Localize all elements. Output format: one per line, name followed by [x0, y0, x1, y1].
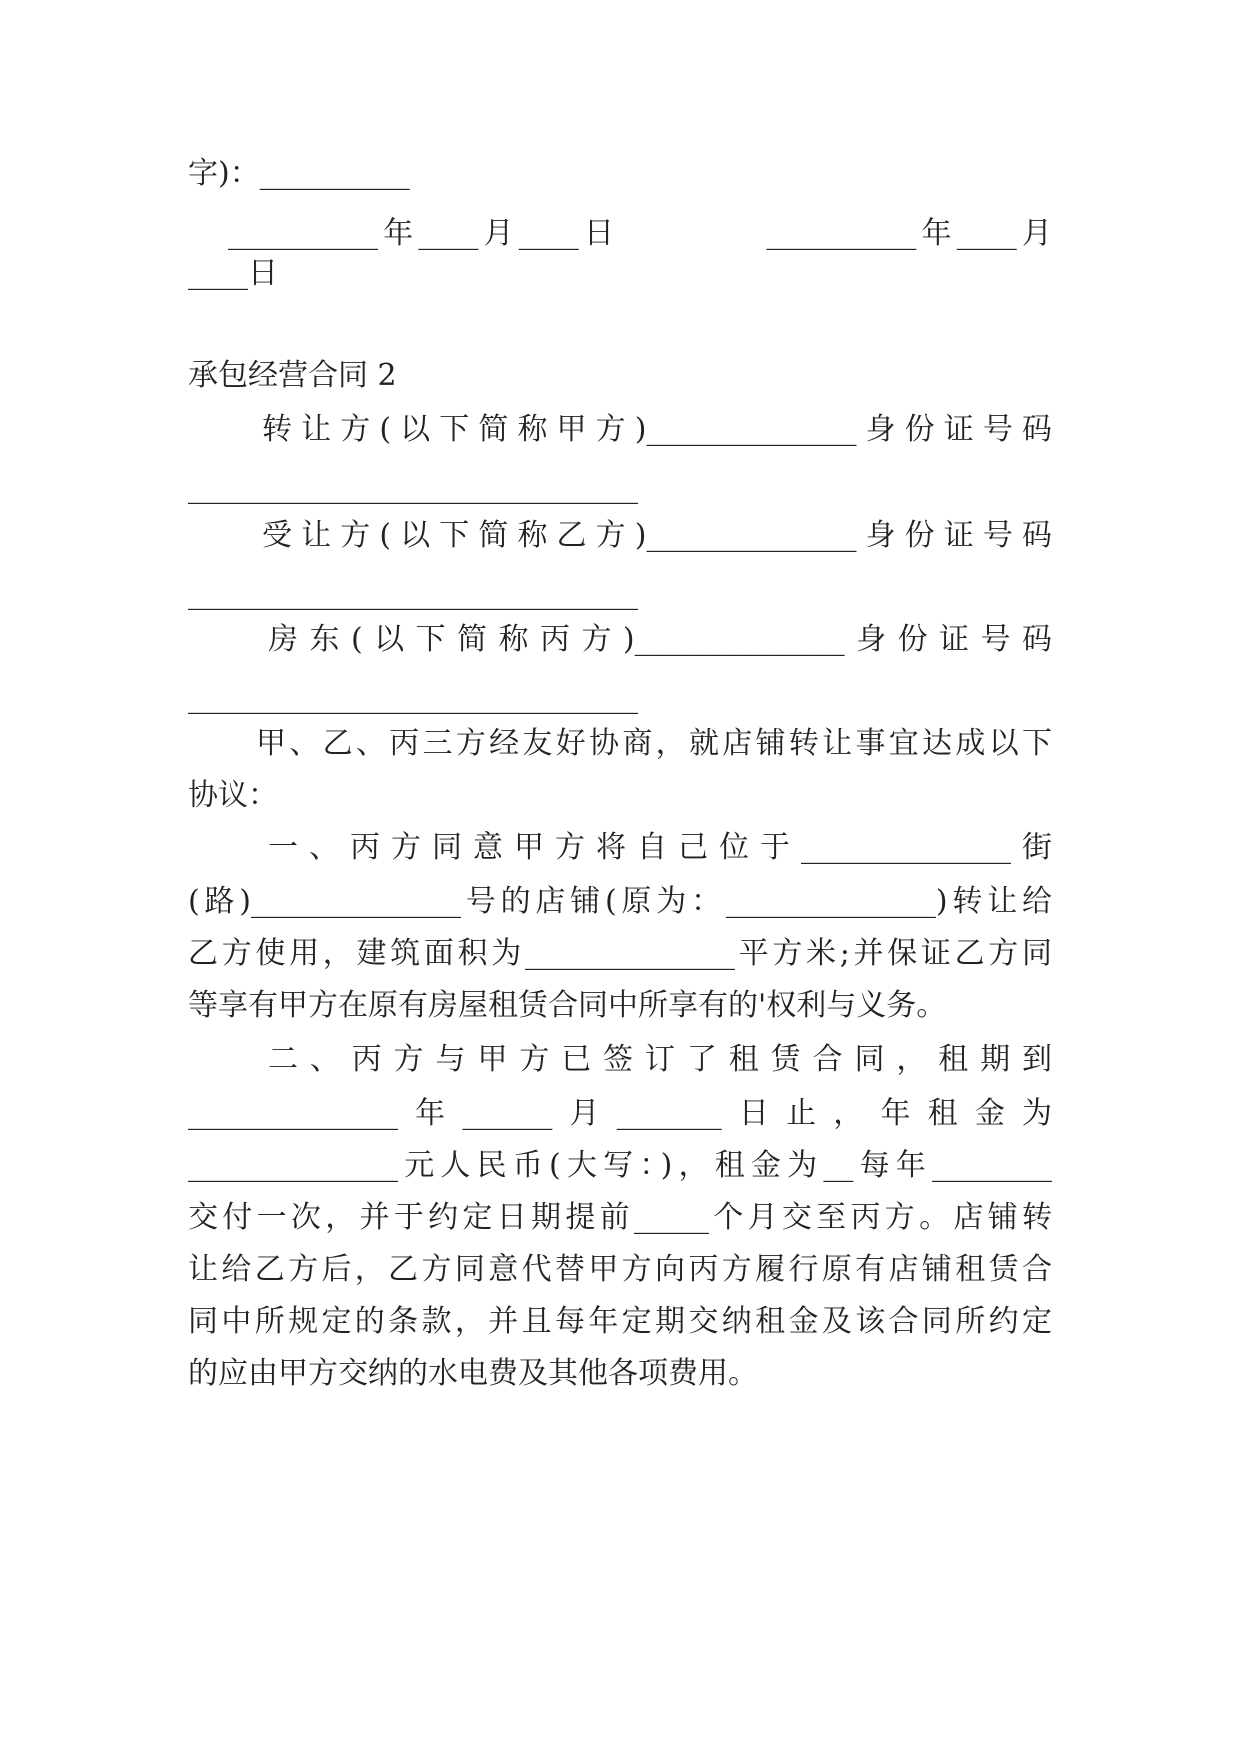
transferee-line: 受让方(以下简称乙方)______________身份证号码: [262, 518, 1052, 553]
transferor-line: 转让方(以下简称甲方)______________身份证号码: [262, 412, 1052, 447]
clause-2-line-3: ______________元人民币(大写：)，租金为__每年________: [188, 1148, 1052, 1183]
clause-2-line-5: 让给乙方后，乙方同意代替甲方向丙方履行原有店铺租赁合: [188, 1252, 1052, 1287]
transferee-id-blank: ______________________________: [188, 576, 638, 611]
clause-2-line-7: 的应由甲方交纳的水电费及其他各项费用。: [188, 1356, 758, 1391]
transferor-id-blank: ______________________________: [188, 470, 638, 505]
clause-1-line-3: 乙方使用，建筑面积为______________平方米;并保证乙方同: [188, 936, 1052, 971]
paragraph-intro-end: 协议：: [188, 778, 278, 813]
clause-1-line-1: 一、丙方同意甲方将自己位于______________街: [268, 830, 1052, 865]
landlord-id-blank: ______________________________: [188, 680, 638, 715]
paragraph-intro: 甲、乙、丙三方经友好协商，就店铺转让事宜达成以下: [256, 726, 1052, 761]
clause-2-line-6: 同中所规定的条款，并且每年定期交纳租金及该合同所约定: [188, 1304, 1052, 1339]
clause-1-line-4: 等享有甲方在原有房屋租赁合同中所享有的'权利与义务。: [188, 988, 947, 1023]
clause-2-line-2: ______________年______月_______日止，年租金为: [188, 1096, 1052, 1131]
contract-title: 承包经营合同 2: [188, 358, 397, 393]
clause-2-line-4: 交付一次，并于约定日期提前_____个月交至丙方。店铺转: [188, 1200, 1052, 1235]
clause-1-line-2: (路)______________号的店铺(原为：______________)转让给: [188, 884, 1052, 919]
date-line: __________年____月____日 __________年____月: [228, 216, 1052, 251]
signature-line-tail: 字)：__________: [188, 156, 410, 191]
date-line-day: ____日: [188, 256, 278, 291]
landlord-line: 房东(以下简称丙方)______________身份证号码: [268, 622, 1052, 657]
clause-2-line-1: 二、丙方与甲方已签订了租赁合同，租期到: [268, 1042, 1052, 1077]
